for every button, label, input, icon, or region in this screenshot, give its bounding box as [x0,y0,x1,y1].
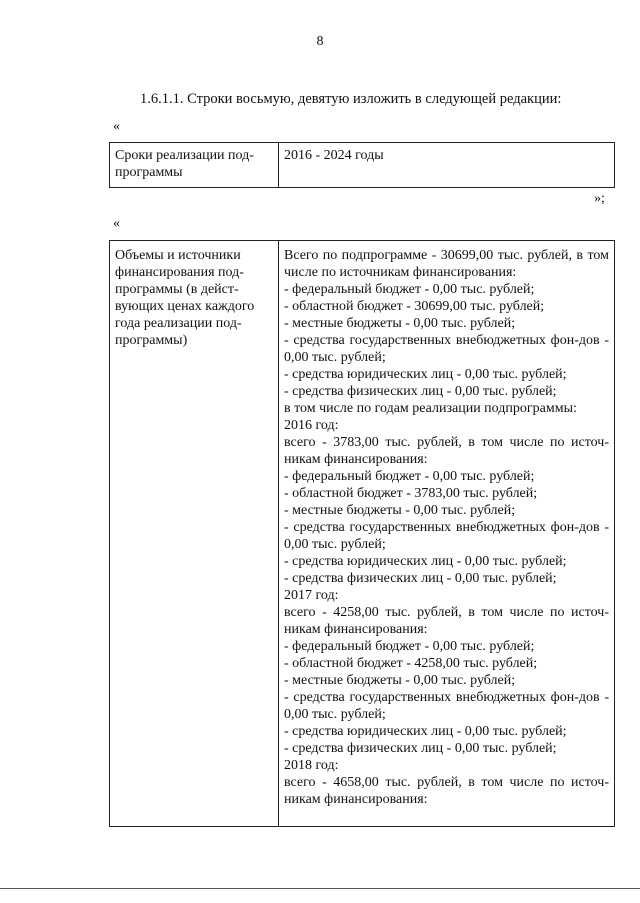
funding-table [109,240,615,827]
funding-line: - местные бюджеты - 0,00 тыс. рублей; [284,316,516,331]
funding-line: - средства физических лиц - 0,00 тыс. рублей; [284,384,557,399]
funding-line: - федеральный бюджет - 0,00 тыс. рублей; [284,639,535,654]
funding-line: - местные бюджеты - 0,00 тыс. рублей; [284,673,516,688]
funding-line: в том числе по годам реализации подпрограммы: [284,401,577,416]
term-value: 2016 - 2024 годы [279,143,615,188]
funding-line: - средства физических лиц - 0,00 тыс. рублей; [284,571,557,586]
funding-line: - средства юридических лиц - 0,00 тыс. рублей; [284,554,567,569]
term-table [109,142,615,188]
funding-line: 2017 год: [284,588,339,603]
funding-line: - федеральный бюджет - 0,00 тыс. рублей; [284,469,535,484]
funding-line: всего - 4258,00 тыс. рублей, в том числе по источ-никам финансирования: [284,605,609,637]
funding-line: - средства государственных внебюджетных фон-дов - 0,00 тыс. рублей; [284,690,609,722]
funding-line: 2016 год: [284,418,339,433]
funding-line: - областной бюджет - 3783,00 тыс. рублей; [284,486,538,501]
funding-line: - средства юридических лиц - 0,00 тыс. рублей; [284,724,567,739]
opening-quote: « [113,119,120,134]
term-label: Сроки реализации под-программы [110,143,279,188]
funding-line: - местные бюджеты - 0,00 тыс. рублей; [284,503,516,518]
funding-line: Всего по подпрограмме - 30699,00 тыс. рублей, в том числе по источникам финансирования: [284,248,609,280]
amendment-intro: 1.6.1.1. Строки восьмую, девятую изложить в следующей редакции: [140,91,562,107]
table-row [110,241,615,827]
funding-line: всего - 3783,00 тыс. рублей, в том числе по источ-никам финансирования: [284,435,609,467]
closing-quote: »; [594,191,605,206]
funding-details [279,241,615,827]
page-number: 8 [316,34,324,49]
funding-line: - федеральный бюджет - 0,00 тыс. рублей; [284,282,535,297]
funding-line: - средства государственных внебюджетных фон-дов - 0,00 тыс. рублей; [284,333,609,365]
funding-line: - областной бюджет - 4258,00 тыс. рублей; [284,656,538,671]
funding-line: - областной бюджет - 30699,00 тыс. рублей; [284,299,545,314]
funding-line: всего - 4658,00 тыс. рублей, в том числе по источ-никам финансирования: [284,775,609,807]
funding-line: 2018 год: [284,758,339,773]
funding-line: - средства юридических лиц - 0,00 тыс. рублей; [284,367,567,382]
funding-label: Объемы и источники финансирования под-программы (в дейст-вующих ценах каждого года реализации под-программы) [110,241,279,827]
funding-line: - средства физических лиц - 0,00 тыс. рублей; [284,741,557,756]
table-row [110,143,615,188]
opening-quote: « [113,216,120,231]
funding-line: - средства государственных внебюджетных фон-дов - 0,00 тыс. рублей; [284,520,609,552]
footer-divider [0,888,640,889]
